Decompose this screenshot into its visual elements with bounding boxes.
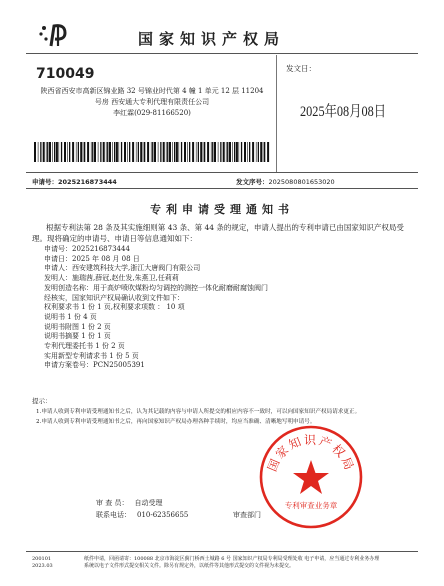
tip-item: 2.申请人收到专利申请受理通知书之后，再向国家知识产权局办理各种手续时，均应当准确、清晰地写明申请号。 [36,419,316,425]
serial-number-label: 发文序号： [236,178,269,186]
serial-number [236,177,335,186]
notice-line: 经核实，国家知识产权局确认收到文件如下： [44,293,184,302]
postcode: 710049 [36,66,95,82]
notice-details [44,245,268,371]
divider [26,172,418,173]
serial-number-value: 2025080801653020 [268,178,335,186]
seal-text: 国家知识产权局 [264,433,358,474]
notice-line: 发明创造名称：用于高炉喷吹煤粉均匀调控的测控一体化耐磨耐腐蚀阀门 [44,283,268,292]
notice-line: 说明书摘要 1 份 1 页 [44,332,111,341]
form-code: 2023.03 [32,563,53,569]
application-number-label: 申请号： [32,178,58,186]
tip-item: 1.申请人收到专利申请受理通知书之后，认为其记载的内容与申请人所提交的相应内容不一致时，可以向国家知识产权局请求更正。 [36,409,361,415]
seal-subtext: 专利审查业务章 [284,501,338,510]
phone-number: 010-62356655 [137,511,189,519]
divider [26,53,418,54]
notice-line: 发明人：施瑞茜,薛冠,赵仕发,朱燕卫,任莉莉 [44,274,179,283]
examiner-info [96,497,188,521]
examination-department: 审查部门 [233,511,261,519]
notice-line: 申请人：西安建筑科技大学,浙江大唐阀门有限公司 [44,264,201,273]
notice-line: 申请号：2025216873444 [44,245,130,253]
notice-line: 说明书附图 1 份 2 页 [44,322,111,331]
notice-intro: 根据专利法第 28 条及其实施细则第 43 条、第 44 条的规定，申请人提出的专利申请已由国家知识产权局受理。现将确定的申请号、申请日等信息通知如下： [32,223,404,243]
notice-line: 权利要求书 1 份 1 页,权利要求项数 ： 10 项 [44,303,185,312]
notice-line: 说明书 1 份 4 页 [44,312,97,321]
divider [26,551,418,552]
mailing-address [32,86,272,119]
issue-date-label: 发文日： [286,64,316,73]
address-line: 号房 西安通大专利代理有限责任公司 [94,98,210,106]
phone-label: 联系电话： [96,511,131,519]
reviewer-label: 审 查 员： [96,499,129,507]
notice-line: 专利代理委托书 1 份 2 页 [44,342,125,351]
official-seal-icon [258,424,364,530]
notice-line: 实用新型专利请求书 1 份 5 页 [44,351,139,360]
form-code: 200101 [32,556,52,562]
tips-label: 提示： [32,397,52,405]
address-line: 陕西省西安市高新区锦业路 32 号锦业时代第 4 幢 1 单元 12 层 11204 [40,87,264,95]
issue-date: 2025年08月08日 [300,104,387,120]
notice-line: 申请日：2025 年 08 月 08 日 [44,254,140,263]
cnipa-logo-icon [38,22,72,48]
notice-line: 申请方案卷号：PCN25005391 [44,361,145,370]
barcode [34,142,270,162]
divider [26,188,418,189]
footer-note: 纸件申请，回函请寄：100088 北京市海淀区蓟门桥西土城路 6 号 国家知识产权局专利局受理处收 电子申请，应当通过专利业务办理系统以电子文件形式提交相关文件。除另有规定外，以纸件等其他形式提交的文件视为未提交。 [84,556,380,569]
notice-title: 专利申请受理通知书 [150,203,294,216]
address-line: 李红霖(029-81166520) [113,109,191,117]
divider [276,55,277,172]
application-number [32,177,117,186]
reviewer-name: 自动受理 [134,499,163,507]
application-number-value: 2025216873444 [58,178,117,186]
form-codes [32,556,53,570]
office-name: 国家知识产权局 [138,30,286,48]
